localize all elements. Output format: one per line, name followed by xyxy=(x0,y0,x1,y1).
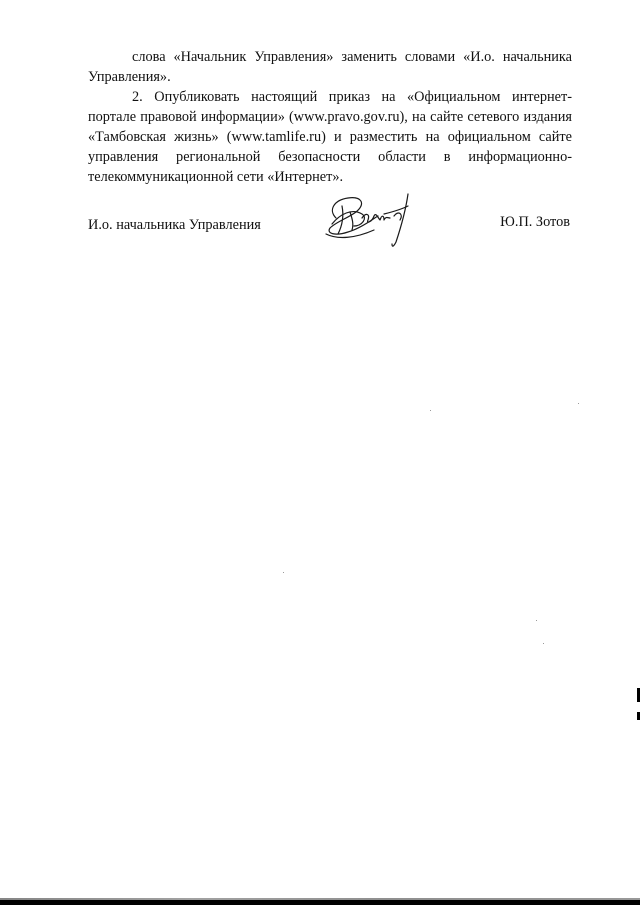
paragraph-item-2: 2. Опубликовать настоящий приказ на «Официальном интернет-портале правовой информации» (www.pravo.gov.ru), на сайте сетевого издания «Тамбовская жизнь» (www.tamlife.ru) и разместить на официальном сайте управления региональной безопасности области в информационно-телекоммуникационной сети «Интернет». xyxy=(88,89,572,185)
scan-speck xyxy=(536,620,537,621)
handwritten-signature xyxy=(322,188,422,250)
scan-bottom-border xyxy=(0,900,640,905)
signature-block xyxy=(0,214,640,274)
scan-speck xyxy=(430,410,431,411)
scan-speck xyxy=(578,403,579,404)
scan-speck xyxy=(543,643,544,644)
paragraph-continuation: слова «Начальник Управления» заменить словами «И.о. начальника Управления». xyxy=(88,49,572,85)
document-body xyxy=(88,47,572,187)
signatory-position: И.о. начальника Управления xyxy=(88,217,261,233)
scan-speck xyxy=(283,572,284,573)
signatory-name: Ю.П. Зотов xyxy=(500,214,570,230)
